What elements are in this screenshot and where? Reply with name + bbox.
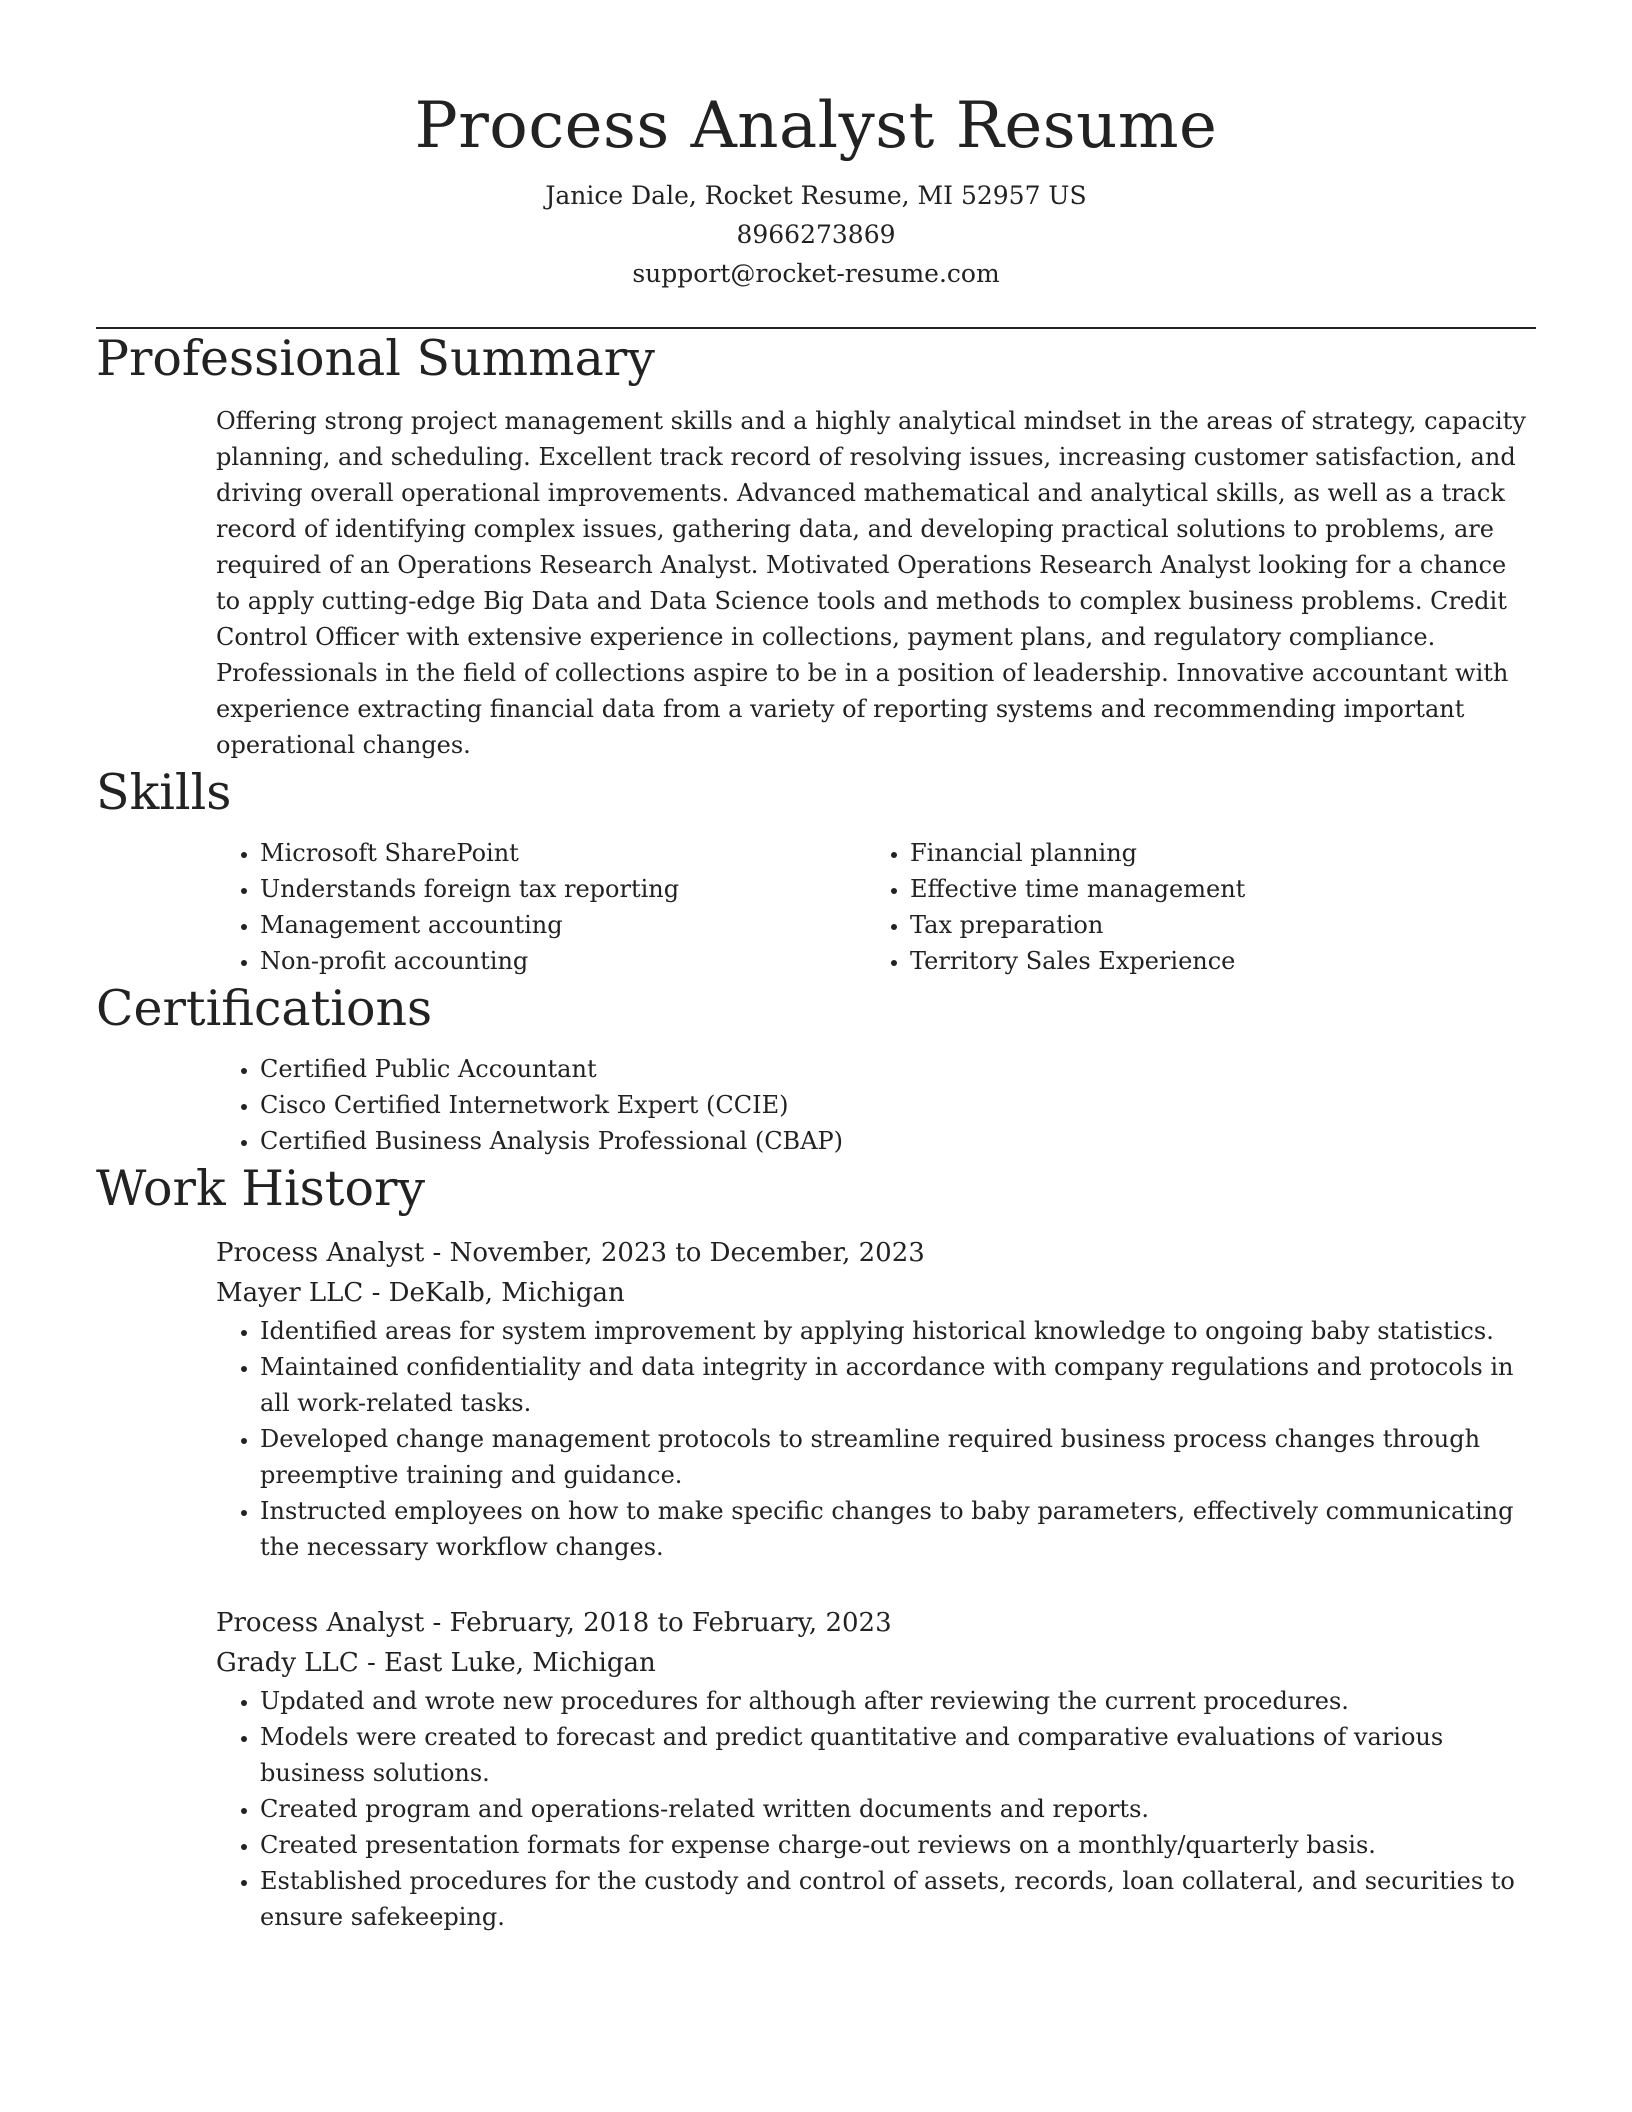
job-company-line: Grady LLC - East Luke, Michigan: [216, 1648, 656, 1678]
certification-item: • Certified Business Analysis Professional (CBAP): [260, 1123, 1536, 1159]
resume-page: [96, 0, 1536, 1935]
job-duty-item: • Instructed employees on how to make specific changes to baby parameters, effectively communicating the necessary workflow changes.: [260, 1493, 1536, 1565]
job-duty-item: • Developed change management protocols to streamline required business process changes through preemptive training and guidance.: [260, 1421, 1536, 1493]
job-duty-item: • Created presentation formats for expense charge-out reviews on a monthly/quarterly basis.: [260, 1827, 1536, 1863]
skill-item: • Understands foreign tax reporting: [260, 871, 866, 907]
skill-item: • Non-profit accounting: [260, 943, 866, 979]
skill-item: • Tax preparation: [910, 907, 1516, 943]
work-history-heading: Work History: [96, 1160, 426, 1217]
skills-column-left: [216, 835, 866, 979]
certifications-heading: Certifications: [96, 980, 433, 1037]
contact-block: [96, 176, 1536, 293]
contact-address: Janice Dale, Rocket Resume, MI 52957 US: [545, 181, 1087, 210]
resume-header: [96, 0, 1536, 293]
skills-column-right: [866, 835, 1516, 979]
skill-item: • Effective time management: [910, 871, 1516, 907]
job-duty-item: • Updated and wrote new procedures for although after reviewing the current procedures.: [260, 1683, 1536, 1719]
job-company-line: Mayer LLC - DeKalb, Michigan: [216, 1278, 625, 1308]
job-duties-list: [216, 1313, 1536, 1565]
contact-phone: 8966273869: [736, 220, 896, 249]
job-title-line: Process Analyst - November, 2023 to December, 2023: [216, 1238, 925, 1268]
skills-section: [216, 835, 1536, 979]
certifications-section: [216, 1051, 1536, 1159]
contact-email: support@rocket-resume.com: [632, 259, 1000, 288]
job-entry: [216, 1603, 1536, 1935]
job-duty-item: • Models were created to forecast and predict quantitative and comparative evaluations of various business solutions.: [260, 1719, 1536, 1791]
skills-list-left: [216, 835, 866, 979]
skill-item: • Financial planning: [910, 835, 1516, 871]
job-entry: [216, 1233, 1536, 1565]
skill-item: • Territory Sales Experience: [910, 943, 1516, 979]
certification-item: • Cisco Certified Internetwork Expert (CCIE): [260, 1087, 1536, 1123]
job-duty-item: • Established procedures for the custody and control of assets, records, loan collateral, and securities to ensure safekeeping.: [260, 1863, 1536, 1935]
job-duty-item: • Maintained confidentiality and data integrity in accordance with company regulations and protocols in all work-related tasks.: [260, 1349, 1536, 1421]
job-duty-item: • Identified areas for system improvement by applying historical knowledge to ongoing baby statistics.: [260, 1313, 1536, 1349]
certifications-list: [216, 1051, 1536, 1159]
certification-item: • Certified Public Accountant: [260, 1051, 1536, 1087]
summary-section: [216, 403, 1536, 763]
skills-list-right: [866, 835, 1516, 979]
skills-heading: Skills: [96, 764, 232, 821]
skill-item: • Microsoft SharePoint: [260, 835, 866, 871]
job-duties-list: [216, 1683, 1536, 1935]
skill-item: • Management accounting: [260, 907, 866, 943]
summary-heading: Professional Summary: [96, 330, 655, 387]
job-duty-item: • Created program and operations-related written documents and reports.: [260, 1791, 1536, 1827]
summary-text: Offering strong project management skills and a highly analytical mindset in the areas of strategy, capacity planning, and scheduling. Excellent track record of resolving issues, increasing customer satisfaction, and driving overall operational improvements. Advanced mathematical and analytical skills, as well as a track record of identifying complex issues, gathering data, and developing practical solutions to problems, are required of an Operations Research Analyst. Motivated Operations Research Analyst looking for a chance to apply cutting-edge Big Data and Data Science tools and methods to complex business problems. Credit Control Officer with extensive experience in collections, payment plans, and regulatory compliance. Professionals in the field of collections aspire to be in a position of leadership. Innovative accountant with experience extracting financial data from a variety of reporting systems and recommending important operational changes.: [216, 407, 1526, 759]
resume-title: Process Analyst Resume: [414, 89, 1218, 163]
job-title-line: Process Analyst - February, 2018 to February, 2023: [216, 1608, 892, 1638]
work-history-section: [216, 1233, 1536, 1935]
